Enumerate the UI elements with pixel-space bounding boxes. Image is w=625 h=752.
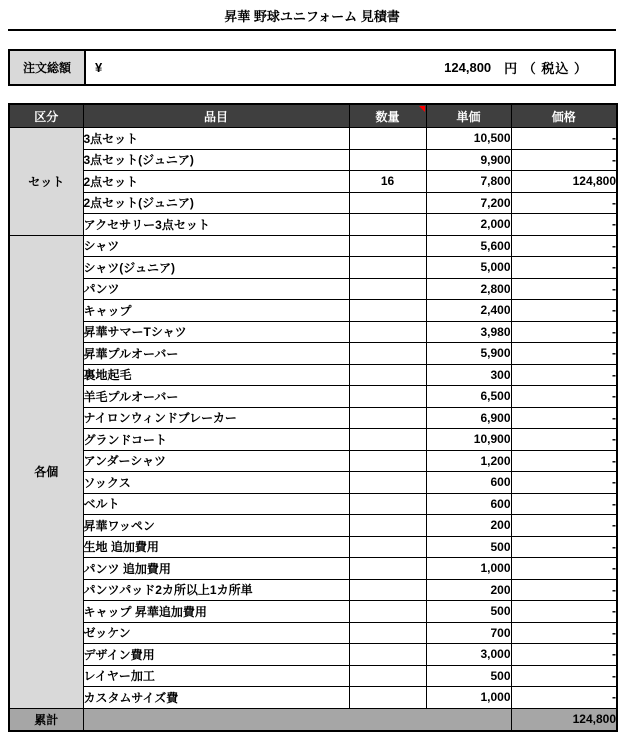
unit-price-cell: 3,980 xyxy=(426,321,511,343)
table-body xyxy=(9,128,617,709)
unit-price-cell: 7,800 xyxy=(426,171,511,193)
price-cell: - xyxy=(511,429,617,451)
item-name-cell: 2点セット(ジュニア) xyxy=(83,192,349,214)
price-cell: - xyxy=(511,235,617,257)
quantity-cell[interactable] xyxy=(349,343,426,365)
table-row xyxy=(9,472,617,494)
unit-price-cell: 300 xyxy=(426,364,511,386)
item-name-cell: ナイロンウィンドブレーカー xyxy=(83,407,349,429)
item-name-cell: キャップ xyxy=(83,300,349,322)
quantity-cell[interactable] xyxy=(349,472,426,494)
quantity-cell[interactable] xyxy=(349,149,426,171)
page-title: 昇華 野球ユニフォーム 見積書 xyxy=(224,9,400,24)
table-row xyxy=(9,149,617,171)
unit-price-cell: 2,000 xyxy=(426,214,511,236)
col-header-price: 価格 xyxy=(511,104,617,128)
unit-price-cell: 700 xyxy=(426,622,511,644)
unit-price-cell: 9,900 xyxy=(426,149,511,171)
price-cell: - xyxy=(511,601,617,623)
item-name-cell: キャップ 昇華追加費用 xyxy=(83,601,349,623)
quantity-cell[interactable] xyxy=(349,407,426,429)
table-row xyxy=(9,364,617,386)
unit-price-cell: 10,500 xyxy=(426,128,511,150)
item-name-cell: 2点セット xyxy=(83,171,349,193)
unit-price-cell: 500 xyxy=(426,601,511,623)
order-total-suffix: 円 （ 税込 ） xyxy=(504,61,588,76)
item-name-cell: パンツ 追加費用 xyxy=(83,558,349,580)
quantity-cell[interactable] xyxy=(349,536,426,558)
unit-price-cell: 5,000 xyxy=(426,257,511,279)
price-cell: - xyxy=(511,472,617,494)
quantity-cell[interactable] xyxy=(349,386,426,408)
price-cell: - xyxy=(511,343,617,365)
unit-price-cell: 1,000 xyxy=(426,687,511,709)
grand-total-label: 累計 xyxy=(9,708,83,731)
estimate-table xyxy=(8,103,618,732)
price-cell: - xyxy=(511,536,617,558)
quantity-cell[interactable] xyxy=(349,128,426,150)
grand-total-spacer xyxy=(83,708,511,731)
table-row xyxy=(9,429,617,451)
unit-price-cell: 5,600 xyxy=(426,235,511,257)
order-total-label: 注文総額 xyxy=(10,51,86,84)
item-name-cell: 昇華サマーTシャツ xyxy=(83,321,349,343)
item-name-cell: デザイン費用 xyxy=(83,644,349,666)
table-row xyxy=(9,622,617,644)
grand-total-row xyxy=(9,708,617,731)
item-name-cell: 羊毛プルオーバー xyxy=(83,386,349,408)
price-cell: - xyxy=(511,665,617,687)
table-row xyxy=(9,278,617,300)
table-row xyxy=(9,235,617,257)
price-cell: - xyxy=(511,622,617,644)
price-cell: - xyxy=(511,128,617,150)
item-name-cell: ソックス xyxy=(83,472,349,494)
table-row xyxy=(9,579,617,601)
price-cell: - xyxy=(511,450,617,472)
unit-price-cell: 1,000 xyxy=(426,558,511,580)
table-row xyxy=(9,687,617,709)
item-name-cell: グランドコート xyxy=(83,429,349,451)
price-cell: - xyxy=(511,386,617,408)
unit-price-cell: 3,000 xyxy=(426,644,511,666)
category-group-label: セット xyxy=(9,128,83,236)
table-row xyxy=(9,128,617,150)
table-row xyxy=(9,214,617,236)
unit-price-cell: 2,400 xyxy=(426,300,511,322)
table-row xyxy=(9,493,617,515)
price-cell: - xyxy=(511,192,617,214)
table-row xyxy=(9,300,617,322)
item-name-cell: アンダーシャツ xyxy=(83,450,349,472)
price-cell: - xyxy=(511,579,617,601)
col-header-item: 品目 xyxy=(83,104,349,128)
unit-price-cell: 600 xyxy=(426,493,511,515)
price-cell: - xyxy=(511,515,617,537)
item-name-cell: 昇華プルオーバー xyxy=(83,343,349,365)
item-name-cell: 裏地起毛 xyxy=(83,364,349,386)
table-row xyxy=(9,536,617,558)
quantity-cell[interactable] xyxy=(349,300,426,322)
category-group-label: 各個 xyxy=(9,235,83,708)
order-total-box xyxy=(8,49,616,86)
price-cell: - xyxy=(511,300,617,322)
price-cell: - xyxy=(511,644,617,666)
table-row xyxy=(9,343,617,365)
price-cell: - xyxy=(511,214,617,236)
table-row xyxy=(9,665,617,687)
item-name-cell: パンツ xyxy=(83,278,349,300)
quantity-cell[interactable] xyxy=(349,687,426,709)
item-name-cell: 生地 追加費用 xyxy=(83,536,349,558)
price-cell: - xyxy=(511,687,617,709)
unit-price-cell: 500 xyxy=(426,665,511,687)
price-cell: - xyxy=(511,149,617,171)
quantity-cell[interactable] xyxy=(349,644,426,666)
item-name-cell: ベルト xyxy=(83,493,349,515)
table-row xyxy=(9,321,617,343)
table-row xyxy=(9,558,617,580)
quantity-cell[interactable] xyxy=(349,321,426,343)
table-row xyxy=(9,407,617,429)
unit-price-cell: 200 xyxy=(426,515,511,537)
item-name-cell: ゼッケン xyxy=(83,622,349,644)
table-row xyxy=(9,171,617,193)
header-row xyxy=(9,104,617,128)
order-total-amount: 124,800 xyxy=(444,60,492,75)
table-row xyxy=(9,450,617,472)
table-row xyxy=(9,257,617,279)
col-header-unit-price: 単価 xyxy=(426,104,511,128)
quantity-cell[interactable] xyxy=(349,429,426,451)
col-header-category: 区分 xyxy=(9,104,83,128)
item-name-cell: パンツパッド2カ所以上1カ所単 xyxy=(83,579,349,601)
quantity-cell[interactable] xyxy=(349,601,426,623)
item-name-cell: 3点セット xyxy=(83,128,349,150)
quantity-cell[interactable] xyxy=(349,278,426,300)
item-name-cell: シャツ xyxy=(83,235,349,257)
quantity-header-label: 数量 xyxy=(375,109,400,124)
quantity-cell[interactable] xyxy=(349,192,426,214)
quantity-cell[interactable] xyxy=(349,665,426,687)
unit-price-cell: 1,200 xyxy=(426,450,511,472)
item-name-cell: 昇華ワッペン xyxy=(83,515,349,537)
quantity-cell[interactable] xyxy=(349,558,426,580)
price-cell: 124,800 xyxy=(511,171,617,193)
table-row xyxy=(9,644,617,666)
quantity-cell[interactable] xyxy=(349,493,426,515)
quantity-cell[interactable] xyxy=(349,622,426,644)
price-cell: - xyxy=(511,278,617,300)
price-cell: - xyxy=(511,257,617,279)
table-row xyxy=(9,386,617,408)
item-name-cell: シャツ(ジュニア) xyxy=(83,257,349,279)
price-cell: - xyxy=(511,558,617,580)
unit-price-cell: 10,900 xyxy=(426,429,511,451)
comment-marker-icon xyxy=(419,106,425,112)
unit-price-cell: 5,900 xyxy=(426,343,511,365)
price-cell: - xyxy=(511,364,617,386)
item-name-cell: カスタムサイズ費 xyxy=(83,687,349,709)
quantity-cell[interactable] xyxy=(349,235,426,257)
item-name-cell: 3点セット(ジュニア) xyxy=(83,149,349,171)
quantity-cell[interactable]: 16 xyxy=(349,171,426,193)
unit-price-cell: 500 xyxy=(426,536,511,558)
quantity-cell[interactable] xyxy=(349,214,426,236)
quantity-cell[interactable] xyxy=(349,257,426,279)
table-row xyxy=(9,515,617,537)
unit-price-cell: 2,800 xyxy=(426,278,511,300)
unit-price-cell: 600 xyxy=(426,472,511,494)
item-name-cell: アクセサリー3点セット xyxy=(83,214,349,236)
quantity-cell[interactable] xyxy=(349,364,426,386)
price-cell: - xyxy=(511,407,617,429)
quantity-cell[interactable] xyxy=(349,579,426,601)
col-header-quantity xyxy=(349,104,426,128)
order-total-content xyxy=(86,51,614,84)
table-row xyxy=(9,192,617,214)
price-cell: - xyxy=(511,321,617,343)
unit-price-cell: 7,200 xyxy=(426,192,511,214)
title-divider xyxy=(8,29,616,31)
quantity-cell[interactable] xyxy=(349,450,426,472)
grand-total-value: 124,800 xyxy=(511,708,617,731)
currency-symbol: ¥ xyxy=(95,60,103,75)
unit-price-cell: 200 xyxy=(426,579,511,601)
unit-price-cell: 6,500 xyxy=(426,386,511,408)
item-name-cell: レイヤー加工 xyxy=(83,665,349,687)
table-row xyxy=(9,601,617,623)
unit-price-cell: 6,900 xyxy=(426,407,511,429)
quantity-cell[interactable] xyxy=(349,515,426,537)
price-cell: - xyxy=(511,493,617,515)
